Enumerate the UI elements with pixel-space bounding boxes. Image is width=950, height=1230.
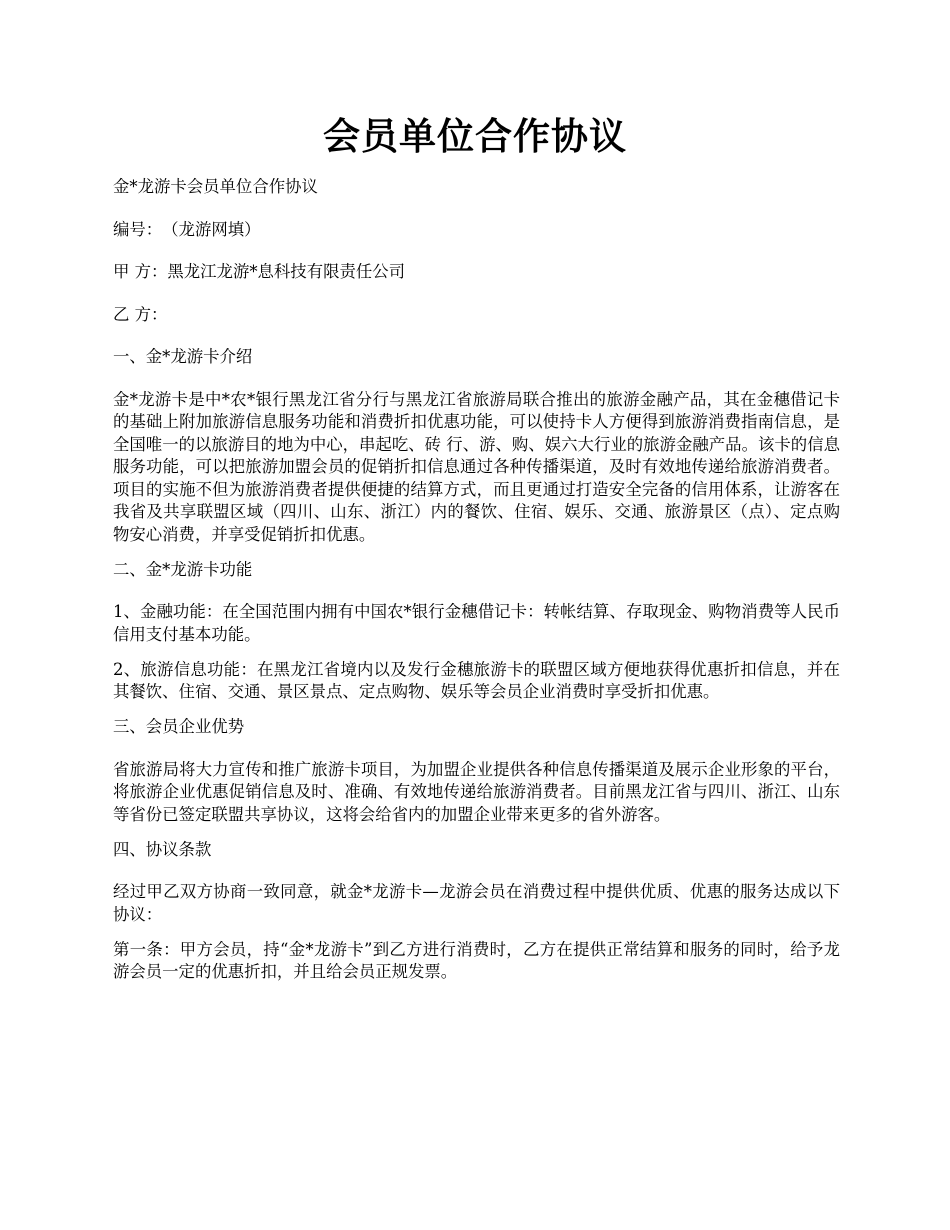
party-a: 甲 方：黑龙江龙游*息科技有限责任公司 xyxy=(113,262,406,281)
section-heading-3: 三、会员企业优势 xyxy=(113,717,245,736)
section-heading-1: 一、金*龙游卡介绍 xyxy=(113,347,253,366)
section-1-body: 金*龙游卡是中*农*银行黑龙江省分行与黑龙江省旅游局联合推出的旅游金融产品，其在金穗借记卡的基础上附加旅游信息服务功能和消费折扣优惠功能，可以使持卡人方便得到旅游消费指南信息，是全国唯一的以旅游目的地为中心，串起吃、砖 行、游、购、娱六大行业的旅游金融产品。该卡的信息服务功能，可以把旅游加盟会员的促销折扣信息通过各种传播渠道，及时有效地传递给旅游消费者。项目的实施不但为旅游消费者提供便捷的结算方式，而且更通过打造安全完备的信用体系，让游客在我省及共享联盟区域（四川、山东、浙江）内的餐饮、住宿、娱乐、交通、旅游景区（点）、定点购物安心消费，并享受促销折扣优惠。 xyxy=(113,389,840,544)
section-heading-4: 四、协议条款 xyxy=(113,839,212,859)
section-3-body: 省旅游局将大力宣传和推广旅游卡项目，为加盟企业提供各种信息传播渠道及展示企业形象的平台，将旅游企业优惠促销信息及时、准确、有效地传递给旅游消费者。目前黑龙江省与四川、浙江、山东等省份已签定联盟共享协议，这将会给省内的加盟企业带来更多的省外游客。 xyxy=(113,759,840,824)
agreement-intro: 经过甲乙双方协商一致同意，就金*龙游卡—龙游会员在消费过程中提供优质、优惠的服务达成以下协议： xyxy=(113,882,840,924)
article-1: 第一条：甲方会员，持“金*龙游卡”到乙方进行消费时，乙方在提供正常结算和服务的同时，给予龙游会员一定的优惠折扣，并且给会员正规发票。 xyxy=(113,939,840,981)
document-body xyxy=(113,176,840,996)
document-title: 会员单位合作协议 xyxy=(323,114,627,158)
function-financial: 1、金融功能：在全国范围内拥有中国农*银行金穗借记卡：转帐结算、存取现金、购物消费等人民币信用支付基本功能。 xyxy=(113,602,840,644)
doc-number: 编号： （龙游网填） xyxy=(113,219,261,239)
doc-subtitle: 金*龙游卡会员单位合作协议 xyxy=(113,177,318,196)
party-b: 乙 方： xyxy=(113,304,168,324)
section-heading-2: 二、金*龙游卡功能 xyxy=(113,559,253,579)
function-travel-info: 2、旅游信息功能：在黑龙江省境内以及发行金穗旅游卡的联盟区域方便地获得优惠折扣信息，并在其餐饮、住宿、交通、景区景点、定点购物、娱乐等会员企业消费时享受折扣优惠。 xyxy=(113,659,840,701)
